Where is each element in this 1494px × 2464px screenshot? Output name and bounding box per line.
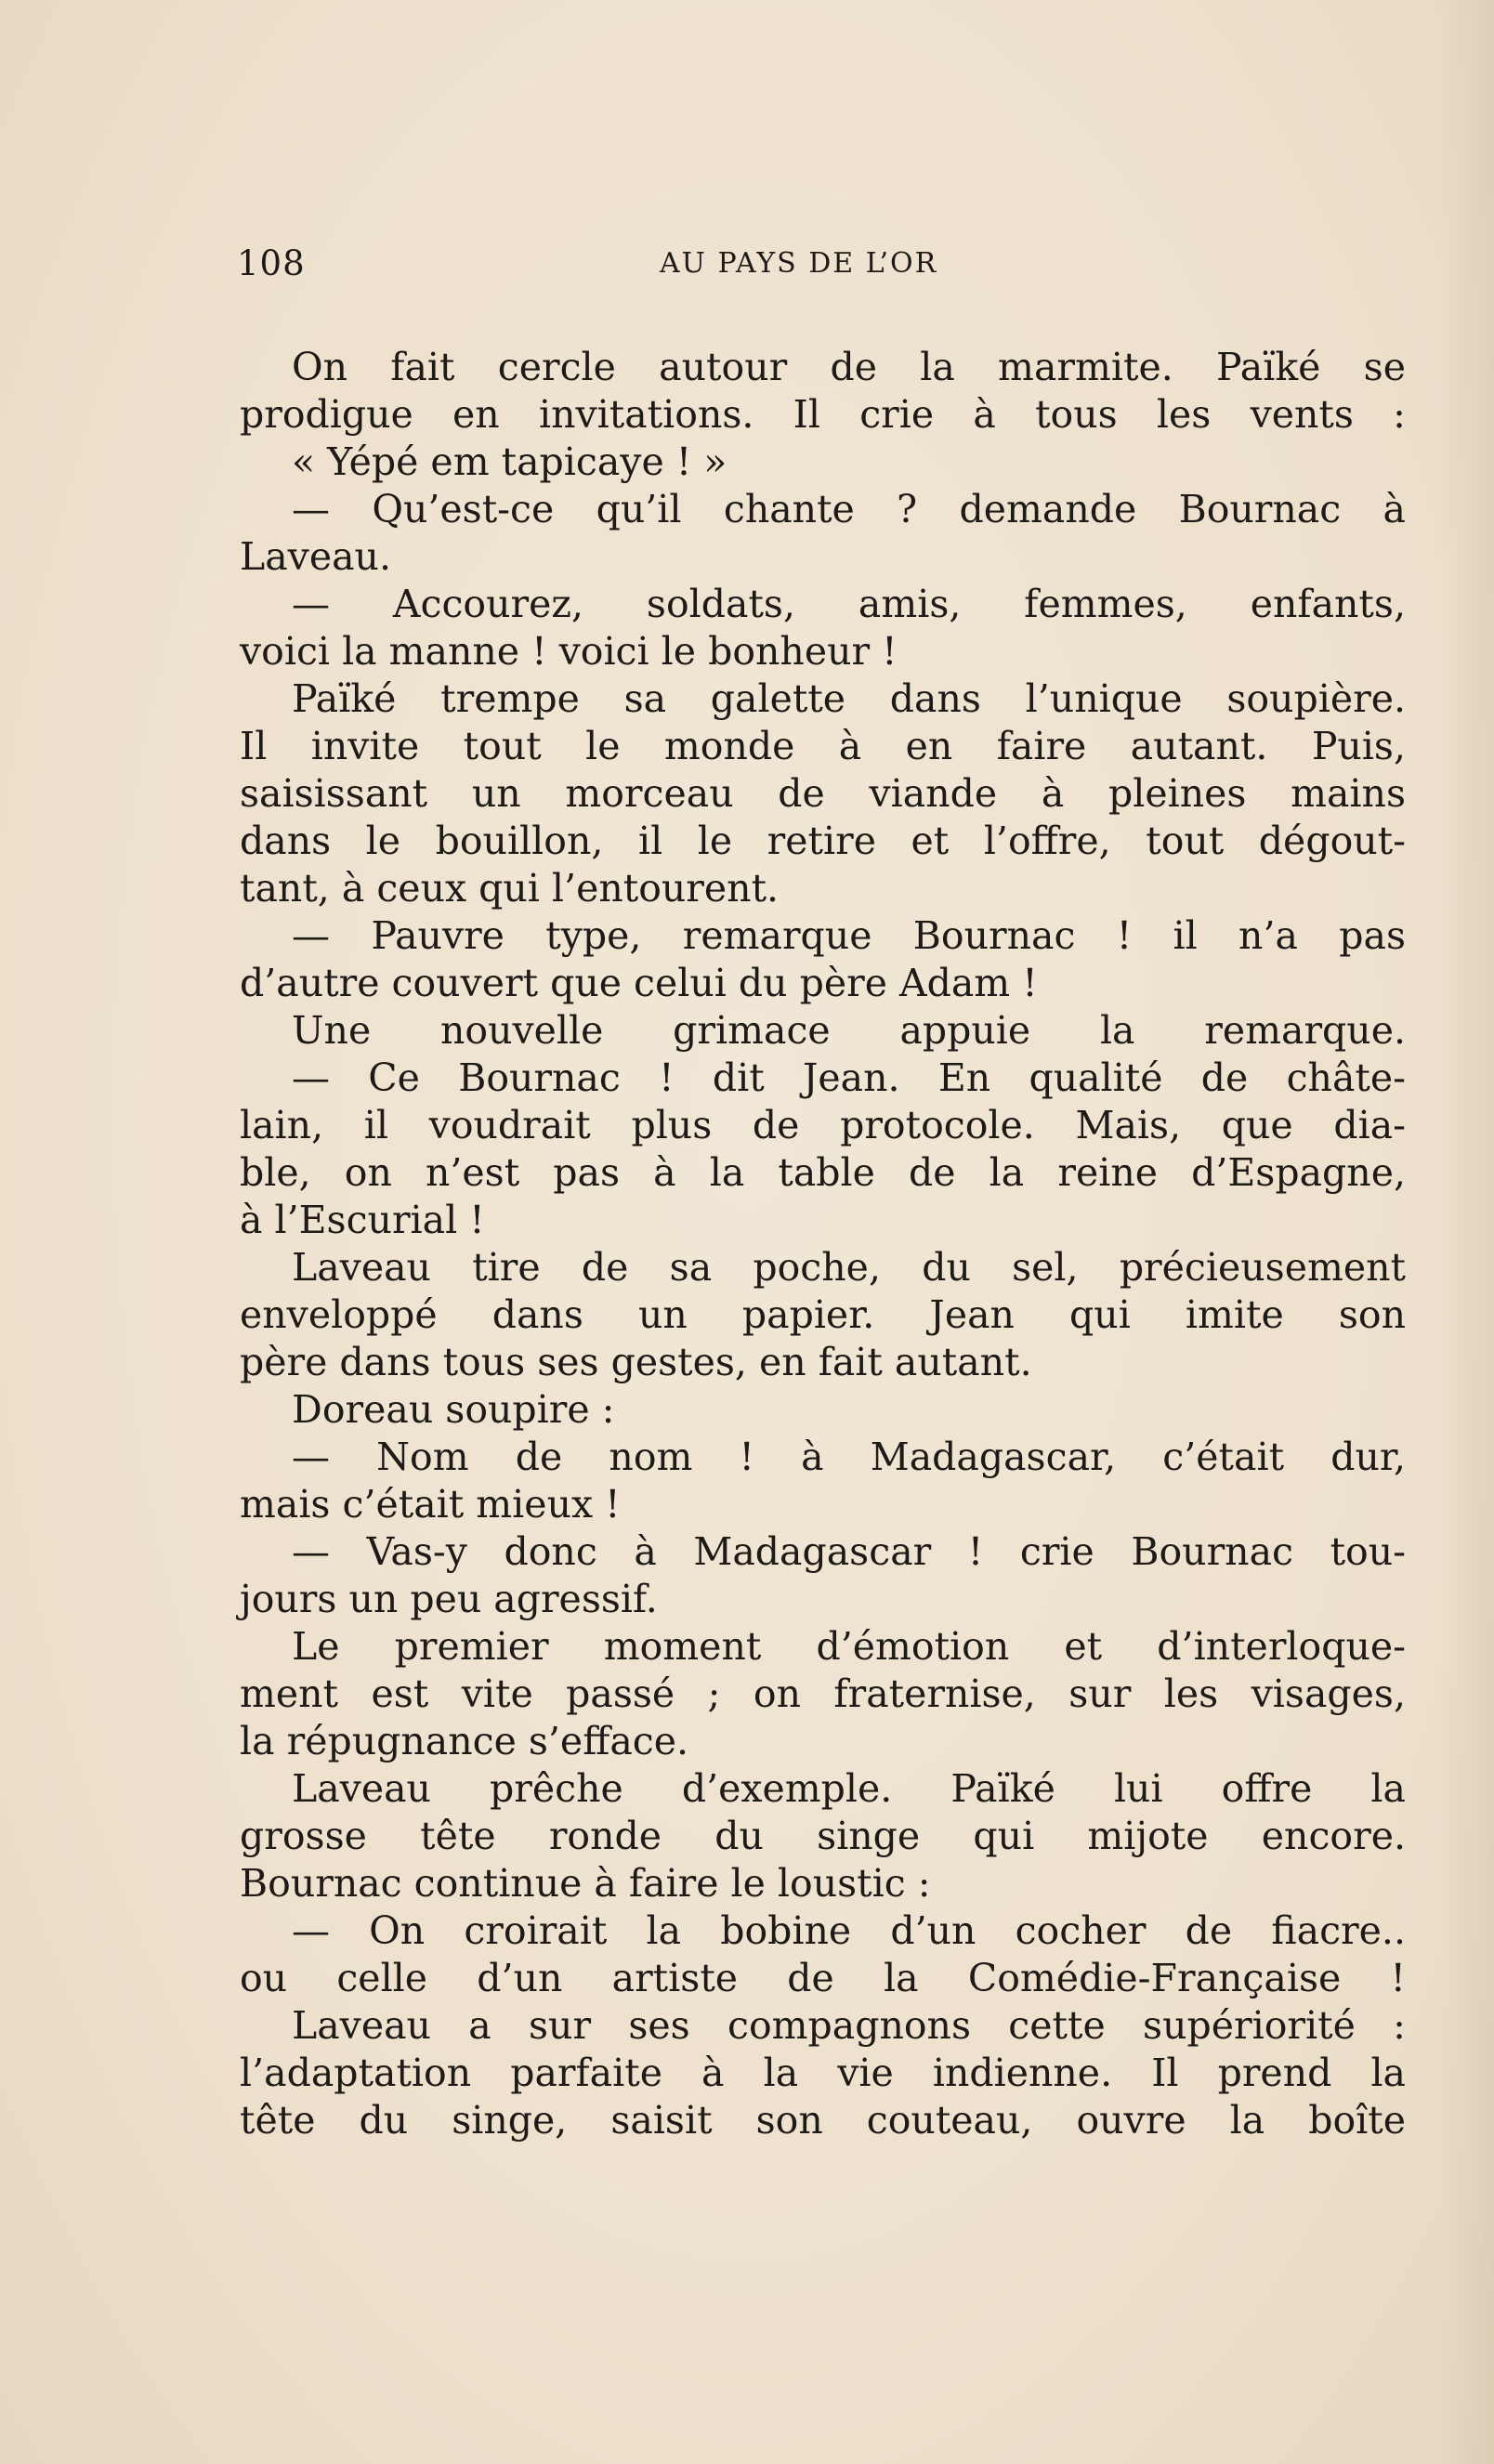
text-line: Laveau a sur ses compagnons cette supériorité : xyxy=(292,2003,1406,2048)
text-line: mais c’était mieux ! xyxy=(240,1482,621,1527)
text-line: ou celle d’un artiste de la Comédie-Française ! xyxy=(240,1956,1406,2000)
text-line: Laveau tire de sa poche, du sel, précieusement xyxy=(292,1245,1406,1290)
page-number: 108 xyxy=(237,243,306,283)
text-line: — Pauvre type, remarque Bournac ! il n’a pas xyxy=(292,913,1406,958)
text-line: Une nouvelle grimace appuie la remarque. xyxy=(292,1008,1406,1053)
text-line: saisissant un morceau de viande à pleines mains xyxy=(240,771,1406,816)
text-line: voici la manne ! voici le bonheur ! xyxy=(240,629,898,674)
text-line: enveloppé dans un papier. Jean qui imite son xyxy=(240,1292,1406,1337)
text-line: « Yépé em tapicaye ! » xyxy=(292,439,727,484)
text-line: Païké trempe sa galette dans l’unique soupière. xyxy=(292,676,1406,721)
text-line: père dans tous ses gestes, en fait autant. xyxy=(240,1340,1032,1384)
text-line: Il invite tout le monde à en faire autant. Puis, xyxy=(240,724,1406,768)
text-line: On fait cercle autour de la marmite. Païké se xyxy=(292,345,1406,389)
text-line: — Accourez, soldats, amis, femmes, enfants, xyxy=(292,582,1406,626)
text-line: — Vas-y donc à Madagascar ! crie Bournac tou- xyxy=(292,1529,1406,1574)
text-line: Laveau. xyxy=(240,534,391,579)
running-title: AU PAYS DE L’OR xyxy=(660,247,938,280)
text-line: grosse tête ronde du singe qui mijote encore. xyxy=(240,1814,1406,1858)
text-line: ment est vite passé ; on fraternise, sur les visages, xyxy=(240,1671,1406,1716)
text-line: — On croirait la bobine d’un cocher de fiacre.. xyxy=(292,1908,1406,1953)
text-line: à l’Escurial ! xyxy=(240,1198,485,1242)
body-text xyxy=(240,344,1406,2144)
text-line: tête du singe, saisit son couteau, ouvre la boîte xyxy=(240,2098,1406,2143)
text-line: prodigue en invitations. Il crie à tous les vents : xyxy=(240,392,1406,437)
text-line: jours un peu agressif. xyxy=(240,1577,658,1621)
text-line: — Nom de nom ! à Madagascar, c’était dur, xyxy=(292,1435,1406,1479)
text-line: — Qu’est-ce qu’il chante ? demande Bournac à xyxy=(292,487,1406,531)
text-line: tant, à ceux qui l’entourent. xyxy=(240,866,780,911)
text-line: ble, on n’est pas à la table de la reine d’Espagne, xyxy=(240,1150,1406,1195)
text-line: Laveau prêche d’exemple. Païké lui offre la xyxy=(292,1766,1406,1811)
text-line: d’autre couvert que celui du père Adam ! xyxy=(240,961,1038,1005)
text-line: — Ce Bournac ! dit Jean. En qualité de châte- xyxy=(292,1055,1406,1100)
text-line: lain, il voudrait plus de protocole. Mais, que dia- xyxy=(240,1103,1406,1147)
text-line: la répugnance s’efface. xyxy=(240,1719,689,1763)
page-header xyxy=(237,243,1408,290)
text-line: dans le bouillon, il le retire et l’offre, tout dégout- xyxy=(240,819,1406,863)
text-line: Doreau soupire : xyxy=(292,1387,615,1432)
text-line: Bournac continue à faire le loustic : xyxy=(240,1861,931,1906)
text-line: Le premier moment d’émotion et d’interloque- xyxy=(292,1624,1406,1669)
text-line: l’adaptation parfaite à la vie indienne. Il prend la xyxy=(240,2051,1406,2095)
